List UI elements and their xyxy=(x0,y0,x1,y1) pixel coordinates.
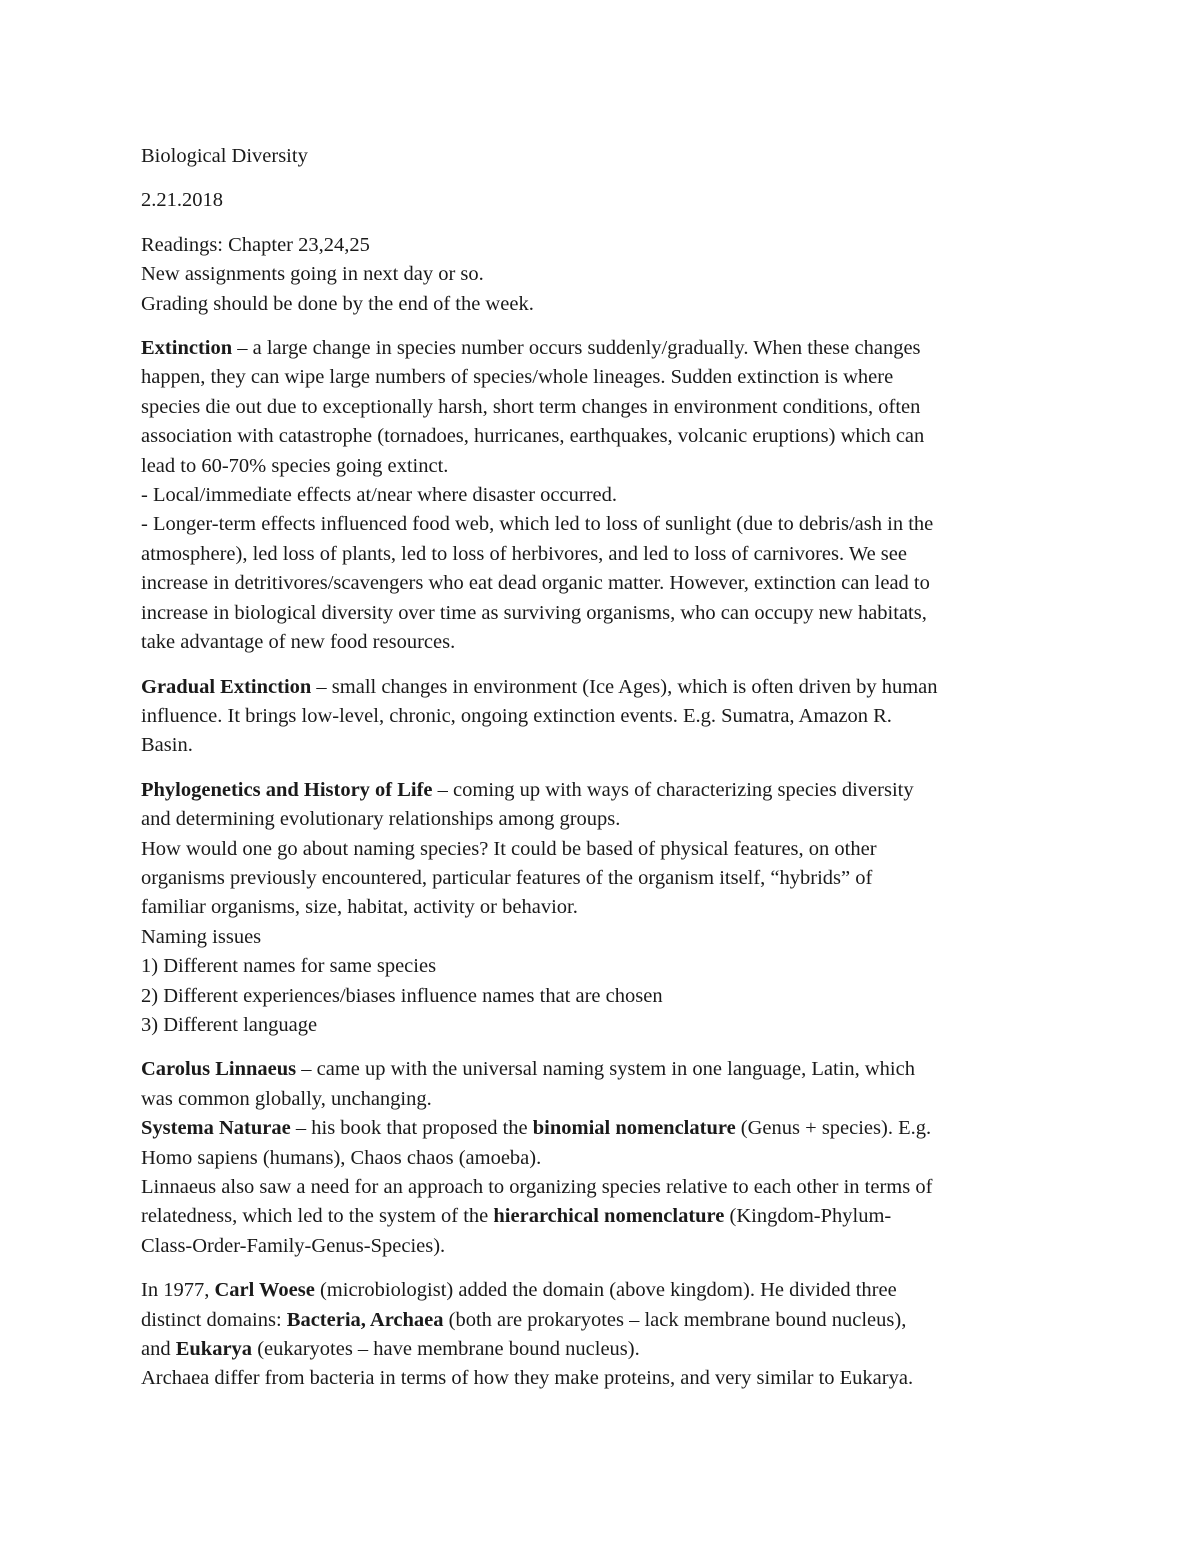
linnaeus-line: Linnaeus also saw a need for an approach to organizing species relative to each other in terms of xyxy=(141,1176,933,1198)
phylogenetics-line: familiar organisms, size, habitat, activity or behavior. xyxy=(141,896,578,919)
extinction-line: atmosphere), led loss of plants, led to loss of herbivores, and led to loss of carnivores. We see xyxy=(141,542,907,565)
extinction-line: increase in detritivores/scavengers who eat dead organic matter. However, extinction can lead to xyxy=(141,572,930,595)
phylogenetics-line: and determining evolutionary relationships among groups. xyxy=(141,808,621,831)
extinction-line: lead to 60-70% species going extinct. xyxy=(141,454,449,477)
extinction-line: - Longer-term effects influenced food web, which led to loss of sunlight (due to debris/ash in the xyxy=(141,513,934,536)
extinction-line: association with catastrophe (tornadoes, hurricanes, earthquakes, volcanic eruptions) which can xyxy=(141,425,925,448)
gradual-extinction-paragraph xyxy=(141,673,1071,761)
extinction-line: take advantage of new food resources. xyxy=(141,631,456,654)
hierarchical-text: relatedness, which led to the system of the xyxy=(141,1205,494,1228)
systema-line xyxy=(141,1114,1071,1143)
binomial-term: binomial nomenclature xyxy=(532,1117,736,1140)
woese-line xyxy=(141,1335,1071,1364)
extinction-paragraph xyxy=(141,334,1071,657)
linnaeus-line: was common globally, unchanging. xyxy=(141,1087,432,1110)
linnaeus-line xyxy=(141,1055,1071,1084)
woese-text: distinct domains: xyxy=(141,1308,287,1331)
grading-line: Grading should be done by the end of the week. xyxy=(141,292,534,315)
linnaeus-term: Carolus Linnaeus xyxy=(141,1058,297,1081)
phylogenetics-line: How would one go about naming species? It could be based of physical features, on other xyxy=(141,837,877,860)
readings-line: Readings: Chapter 23,24,25 xyxy=(141,233,370,256)
gradual-line: Basin. xyxy=(141,734,193,757)
woese-text: In 1977, xyxy=(141,1279,215,1302)
hierarchical-line xyxy=(141,1202,1071,1231)
gradual-text: – small changes in environment (Ice Ages), which is often driven by human xyxy=(311,675,938,698)
hierarchical-text: (Kingdom-Phylum- xyxy=(724,1205,892,1228)
woese-paragraph xyxy=(141,1276,1071,1394)
extinction-term: Extinction xyxy=(141,337,233,360)
woese-line: Archaea differ from bacteria in terms of how they make proteins, and very similar to Eukarya. xyxy=(141,1367,914,1390)
linnaeus-line: Class-Order-Family-Genus-Species). xyxy=(141,1234,446,1257)
hierarchical-term: hierarchical nomenclature xyxy=(493,1205,725,1228)
naming-issues-heading: Naming issues xyxy=(141,925,262,948)
linnaeus-text: – came up with the universal naming system in one language, Latin, which xyxy=(296,1058,915,1081)
naming-issue-item: 1) Different names for same species xyxy=(141,955,437,978)
extinction-line: increase in biological diversity over time as surviving organisms, who can occupy new habitats, xyxy=(141,601,927,624)
phylogenetics-paragraph xyxy=(141,776,1071,1041)
extinction-line: species die out due to exceptionally harsh, short term changes in environment conditions, often xyxy=(141,395,921,418)
woese-text: (eukaryotes – have membrane bound nucleus). xyxy=(252,1338,640,1361)
systema-text: – his book that proposed the xyxy=(290,1117,533,1140)
extinction-line: happen, they can wipe large numbers of species/whole lineages. Sudden extinction is where xyxy=(141,366,894,389)
woese-name: Carl Woese xyxy=(214,1279,315,1302)
document-title: Biological Diversity xyxy=(141,145,308,167)
gradual-line: influence. It brings low-level, chronic, ongoing extinction events. E.g. Sumatra, Amazon R. xyxy=(141,704,892,727)
woese-text: and xyxy=(141,1338,176,1361)
extinction-line xyxy=(141,334,1071,363)
gradual-term: Gradual Extinction xyxy=(141,675,312,698)
eukarya-term: Eukarya xyxy=(175,1338,253,1361)
examples-line: Homo sapiens (humans), Chaos chaos (amoeba). xyxy=(141,1146,542,1169)
systema-text: (Genus + species). E.g. xyxy=(735,1117,932,1140)
extinction-text: – a large change in species number occurs suddenly/gradually. When these changes xyxy=(232,337,921,360)
systema-term: Systema Naturae xyxy=(141,1117,291,1140)
phylogenetics-line xyxy=(141,776,1071,805)
extinction-line: - Local/immediate effects at/near where disaster occurred. xyxy=(141,484,618,507)
domains-term: Bacteria, Archaea xyxy=(286,1308,444,1331)
naming-issue-item: 3) Different language xyxy=(141,1013,318,1036)
assignments-line: New assignments going in next day or so. xyxy=(141,263,484,286)
naming-issue-item: 2) Different experiences/biases influence names that are chosen xyxy=(141,984,663,1007)
phylogenetics-text: – coming up with ways of characterizing species diversity xyxy=(432,778,914,801)
document-date: 2.21.2018 xyxy=(141,189,223,212)
woese-text: (microbiologist) added the domain (above kingdom). He divided three xyxy=(314,1279,897,1302)
gradual-line xyxy=(141,673,1071,702)
intro-block xyxy=(141,231,1071,319)
phylogenetics-term: Phylogenetics and History of Life xyxy=(141,778,433,801)
woese-text: (both are prokaryotes – lack membrane bound nucleus), xyxy=(443,1308,907,1331)
woese-line xyxy=(141,1276,1071,1305)
document-body xyxy=(141,142,1071,1394)
phylogenetics-line: organisms previously encountered, particular features of the organism itself, “hybrids” of xyxy=(141,866,873,889)
linnaeus-paragraph xyxy=(141,1055,1071,1261)
woese-line xyxy=(141,1306,1071,1335)
